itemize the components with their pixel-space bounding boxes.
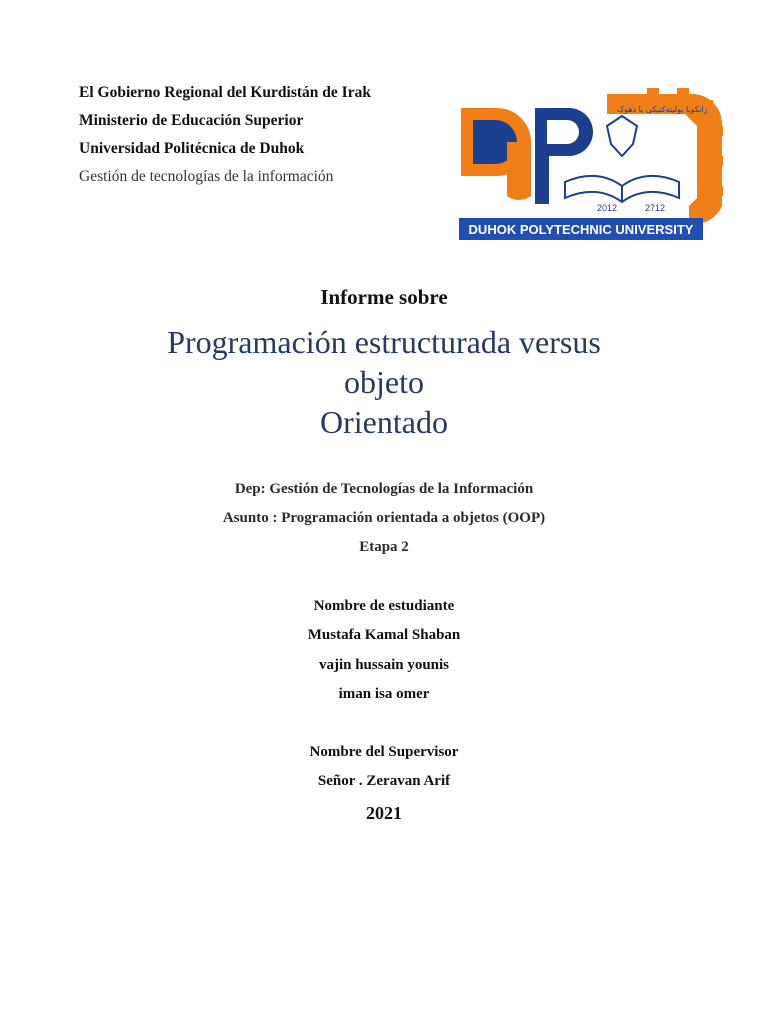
department-label: Dep:: [234, 481, 266, 497]
report-title-line: Orientado: [320, 404, 448, 440]
student-name: iman isa omer: [338, 686, 430, 702]
department-info: [0, 481, 768, 498]
supervisor-label: Nombre del Supervisor: [309, 744, 459, 760]
subject-label: Asunto :: [222, 510, 278, 526]
logo-year-left: 2012: [597, 203, 618, 213]
report-title-line: Programación estructurada versus: [167, 324, 601, 360]
supervisor-name: Señor . Zeravan Arif: [317, 773, 451, 789]
student-name: Mustafa Kamal Shaban: [307, 627, 461, 643]
department-line: Gestión de tecnologías de la información: [79, 168, 334, 185]
logo-banner-text: DUHOK POLYTECHNIC UNIVERSITY: [468, 222, 694, 237]
ministry-line: Ministerio de Educación Superior: [79, 112, 304, 129]
report-title-line: objeto: [344, 364, 424, 400]
university-line: Universidad Politécnica de Duhok: [79, 140, 305, 157]
report-intro: Informe sobre: [320, 285, 448, 309]
university-logo: [457, 86, 725, 244]
department-value: Gestión de Tecnologías de la Información: [269, 481, 534, 497]
government-line: El Gobierno Regional del Kurdistán de Irak: [79, 84, 371, 101]
students-label: Nombre de estudiante: [313, 598, 455, 614]
report-year: 2021: [366, 803, 402, 823]
logo-arabic-text: زانكويا پولیتەکنیکی یا دهوک: [617, 105, 708, 114]
institution-header: [79, 79, 449, 191]
university-logo-graphic: [457, 86, 725, 244]
report-title: [0, 322, 768, 442]
stage-info: Etapa 2: [359, 539, 409, 555]
subject-value: Programación orientada a objetos (OOP): [281, 510, 546, 526]
student-name: vajin hussain younis: [318, 657, 450, 673]
logo-year-right: 2712: [645, 203, 666, 213]
subject-info: [0, 510, 768, 527]
